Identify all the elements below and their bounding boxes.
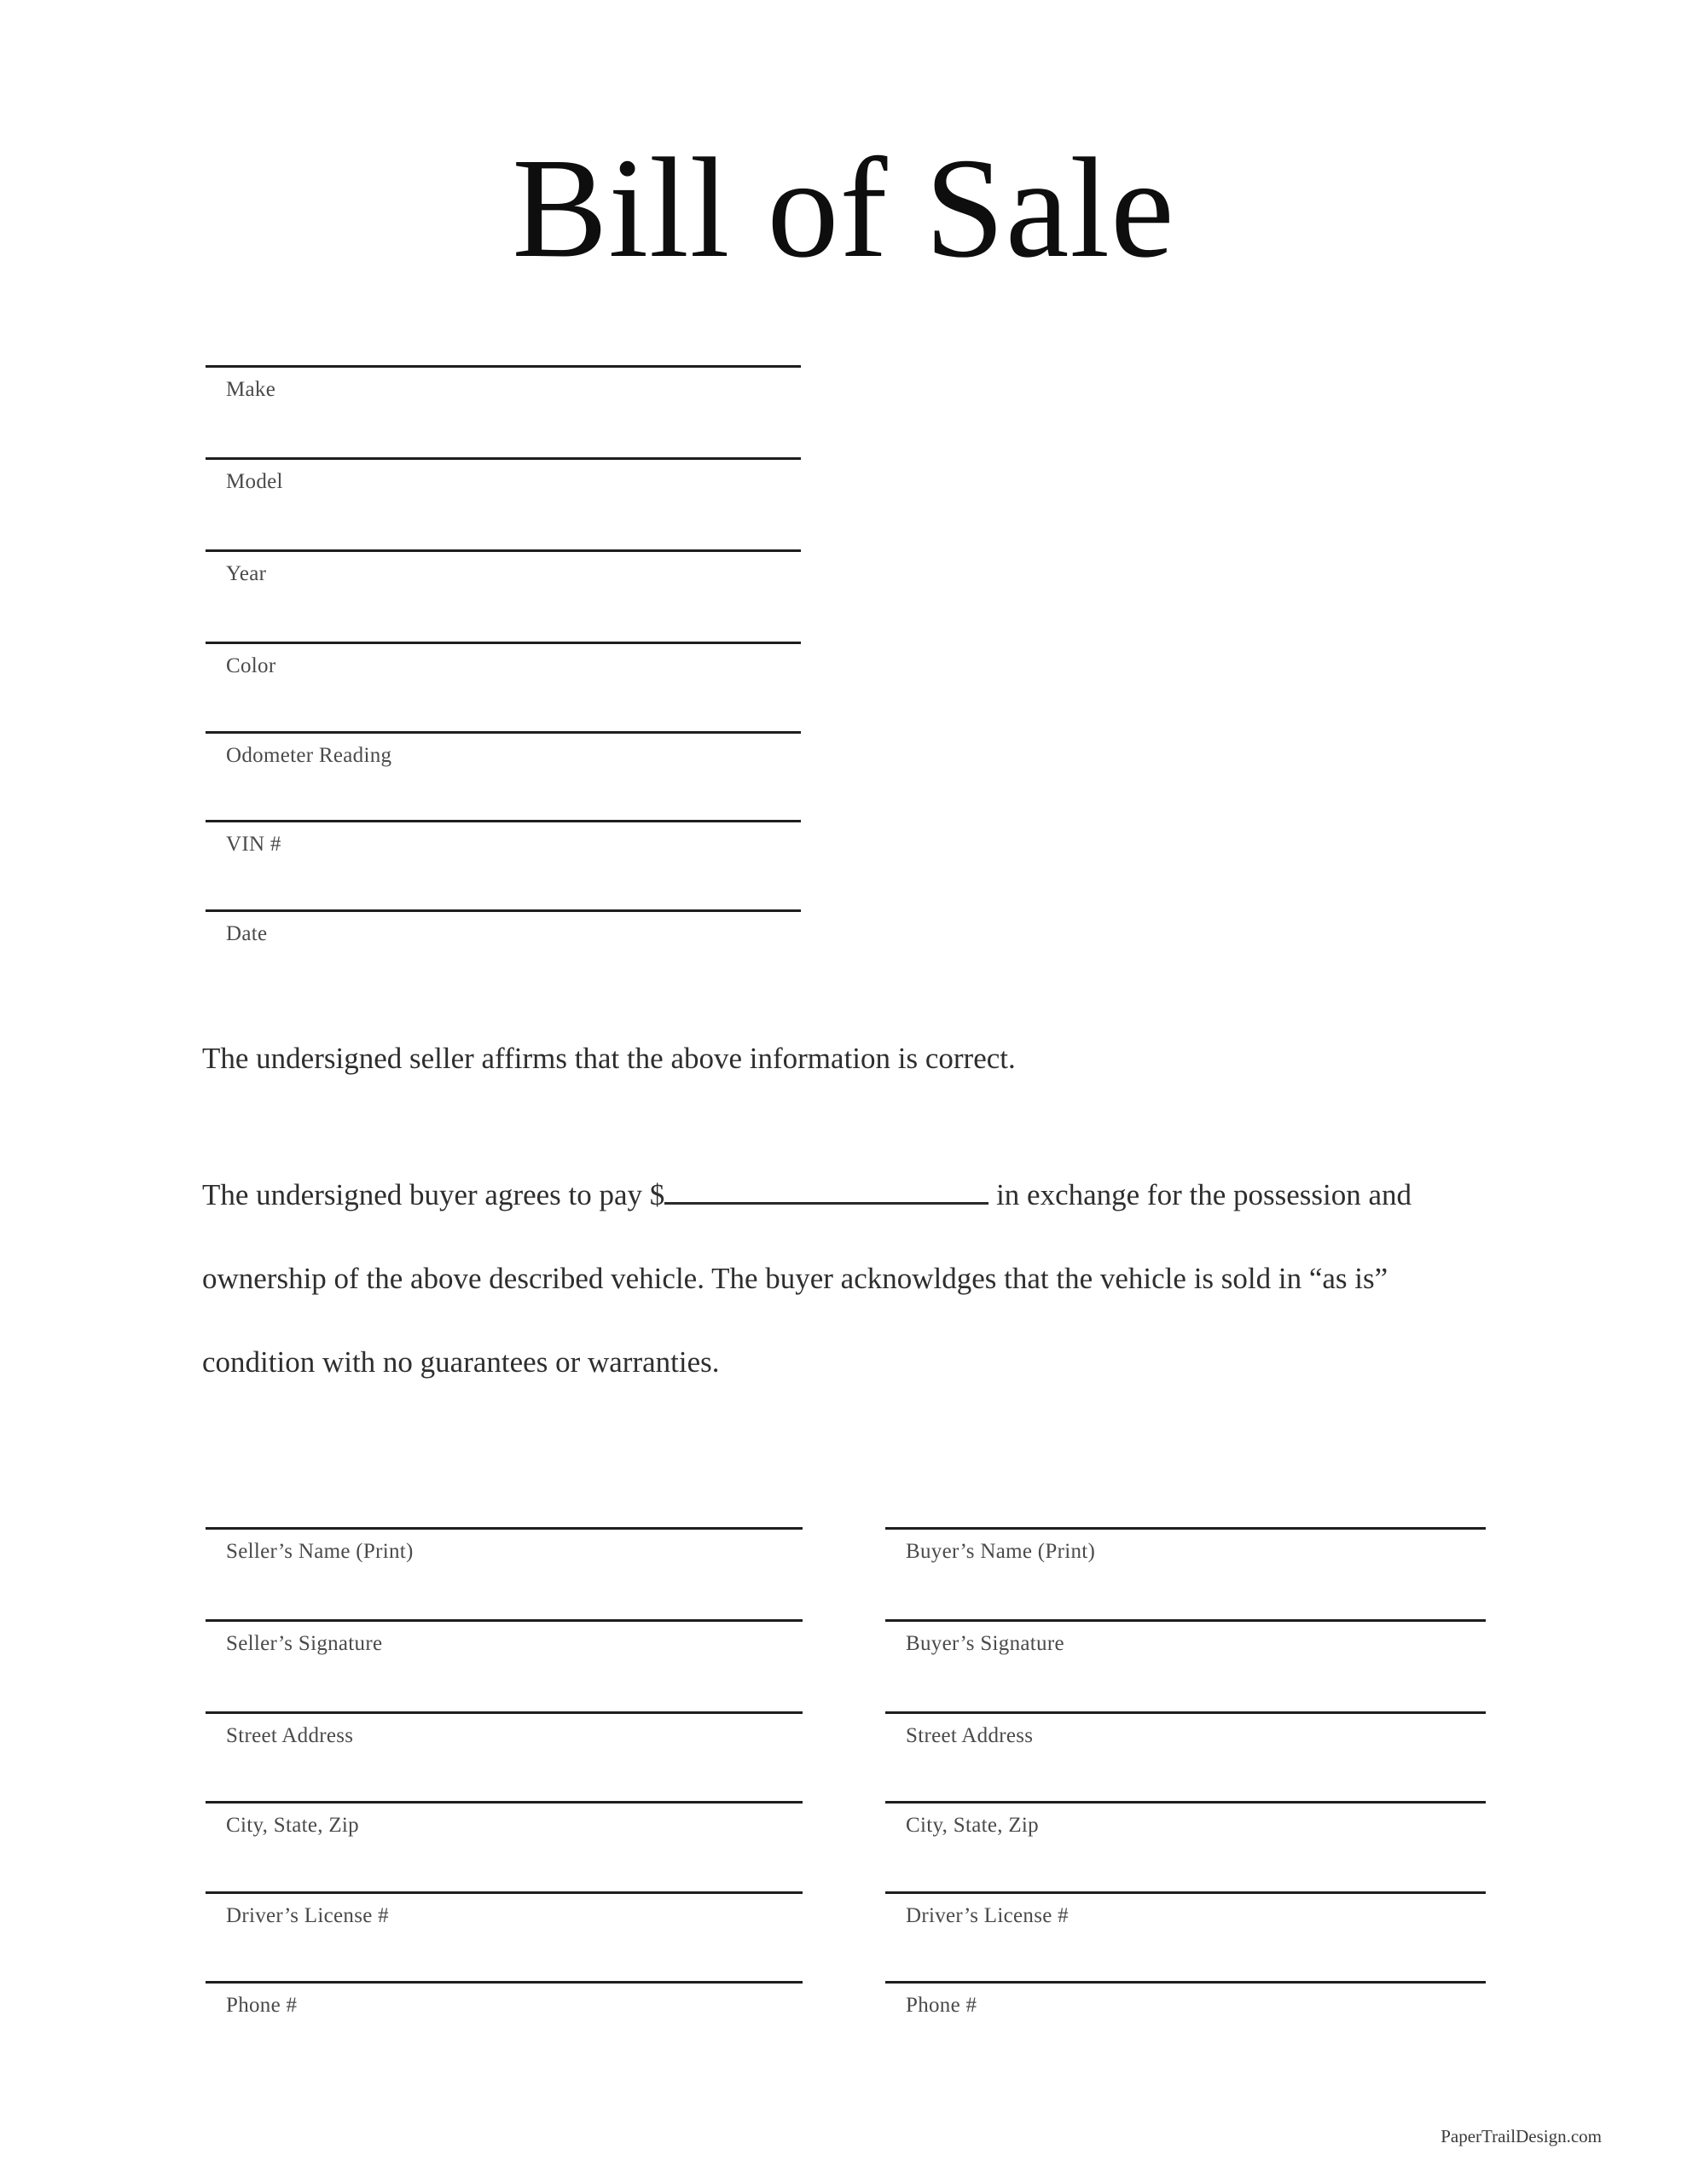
- buyer-street-address-field: [885, 1711, 1486, 1748]
- buyer-signature-label: Buyer’s Signature: [906, 1632, 1064, 1655]
- seller-signature-label: Seller’s Signature: [226, 1632, 383, 1655]
- buyer-agreement-paragraph: [202, 1153, 1456, 1404]
- seller-street-address-label: Street Address: [226, 1724, 354, 1747]
- field-year: [206, 549, 801, 586]
- field-model: [206, 457, 801, 494]
- buyer-name-label: Buyer’s Name (Print): [906, 1540, 1096, 1563]
- field-odometer-label: Odometer Reading: [226, 744, 392, 767]
- seller-affirmation-paragraph: The undersigned seller affirms that the above information is correct.: [202, 1042, 1016, 1075]
- field-vin: [206, 820, 801, 857]
- seller-phone-field: [206, 1981, 803, 2018]
- buyer-agreement-post: in exchange for the possession and ownership of the above described vehicle. The buyer acknowldges that the vehicle is sold in “as is” condition with no guarantees or warranties.: [202, 1178, 1412, 1379]
- page-title: Bill of Sale: [512, 129, 1175, 288]
- price-blank-line: [664, 1202, 988, 1205]
- seller-city-state-zip-field: [206, 1801, 803, 1838]
- seller-name-label: Seller’s Name (Print): [226, 1540, 414, 1563]
- buyer-drivers-license-field: [885, 1891, 1486, 1928]
- seller-street-address-field: [206, 1711, 803, 1748]
- buyer-street-address-label: Street Address: [906, 1724, 1034, 1747]
- seller-phone-label: Phone #: [226, 1994, 298, 2017]
- field-odometer: [206, 731, 801, 768]
- seller-signature-field: [206, 1619, 803, 1656]
- buyer-signature-field: [885, 1619, 1486, 1656]
- field-vin-label: VIN #: [226, 833, 281, 856]
- field-date-label: Date: [226, 922, 268, 945]
- seller-city-state-zip-label: City, State, Zip: [226, 1814, 359, 1837]
- seller-name-field: [206, 1527, 803, 1564]
- field-model-label: Model: [226, 470, 283, 493]
- field-year-label: Year: [226, 562, 267, 585]
- seller-drivers-license-field: [206, 1891, 803, 1928]
- field-date: [206, 909, 801, 946]
- buyer-name-field: [885, 1527, 1486, 1564]
- site-credit: PaperTrailDesign.com: [1441, 2126, 1602, 2146]
- field-color-label: Color: [226, 654, 276, 677]
- buyer-city-state-zip-label: City, State, Zip: [906, 1814, 1039, 1837]
- seller-drivers-license-label: Driver’s License #: [226, 1904, 389, 1927]
- buyer-agreement-pre: The undersigned buyer agrees to pay $: [202, 1178, 665, 1211]
- field-make-label: Make: [226, 378, 276, 401]
- buyer-phone-field: [885, 1981, 1486, 2018]
- field-make: [206, 365, 801, 402]
- buyer-phone-label: Phone #: [906, 1994, 977, 2017]
- buyer-city-state-zip-field: [885, 1801, 1486, 1838]
- buyer-drivers-license-label: Driver’s License #: [906, 1904, 1069, 1927]
- field-color: [206, 642, 801, 678]
